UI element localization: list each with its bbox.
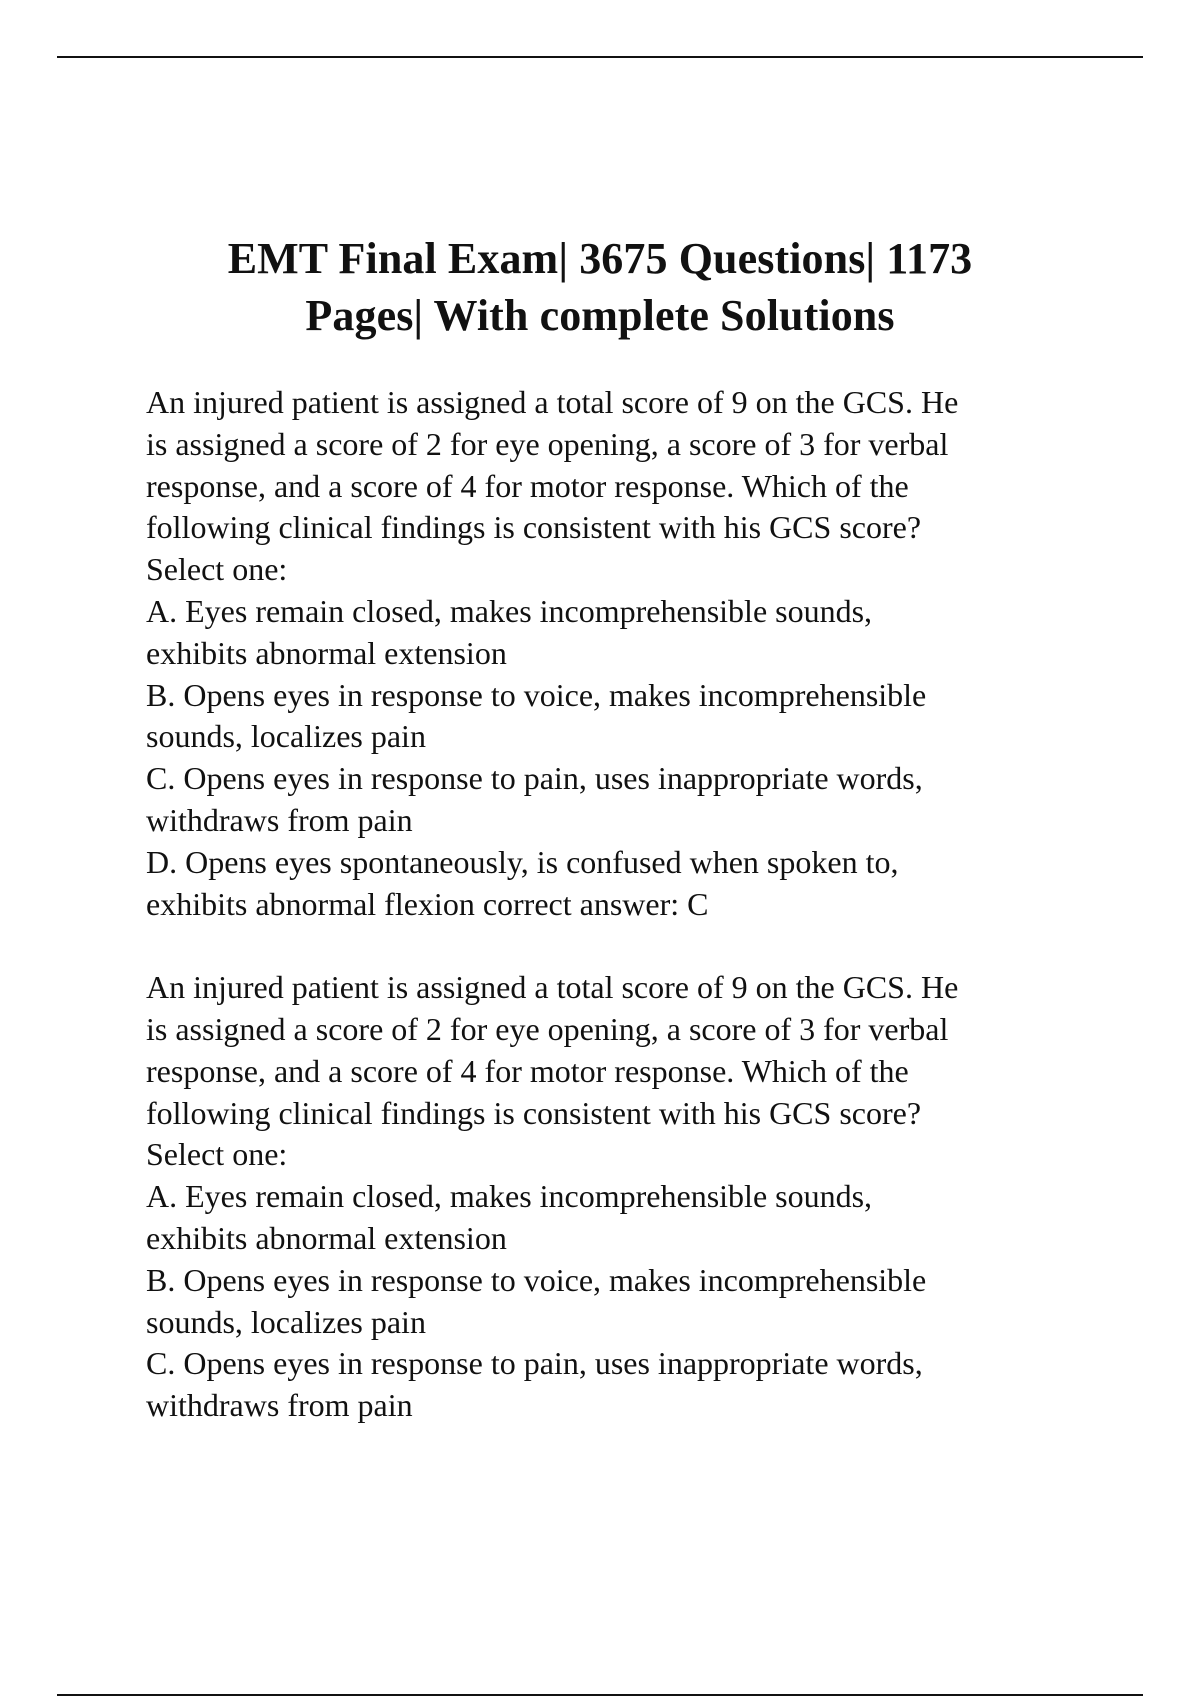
option-d-with-answer: exhibits abnormal flexion correct answer: C	[146, 885, 709, 922]
question-stem-line: following clinical findings is consistent with his GCS score?	[146, 509, 922, 546]
option-b-continued: sounds, localizes pain	[146, 1303, 426, 1340]
option-a-continued: exhibits abnormal extension	[146, 1219, 507, 1256]
question-list	[146, 382, 1086, 1469]
option-c: C. Opens eyes in response to pain, uses inappropriate words,	[146, 760, 923, 797]
option-c-continued: withdraws from pain	[146, 1387, 413, 1424]
option-a-continued: exhibits abnormal extension	[146, 634, 507, 671]
select-one-prompt: Select one:	[146, 1136, 288, 1173]
footer-rule	[57, 1694, 1143, 1696]
question-stem-line: following clinical findings is consistent with his GCS score?	[146, 1094, 922, 1131]
question-stem-line: response, and a score of 4 for motor response. Which of the	[146, 1052, 909, 1089]
option-b-continued: sounds, localizes pain	[146, 718, 426, 755]
question-block	[146, 967, 1086, 1427]
select-one-prompt: Select one:	[146, 551, 288, 588]
question-stem-line: is assigned a score of 2 for eye opening, a score of 3 for verbal	[146, 425, 949, 462]
question-stem-line: response, and a score of 4 for motor response. Which of the	[146, 467, 909, 504]
option-b: B. Opens eyes in response to voice, makes incomprehensible	[146, 676, 927, 713]
title-line: Pages| With complete Solutions	[305, 291, 895, 340]
title-line: EMT Final Exam| 3675 Questions| 1173	[227, 234, 973, 283]
question-block	[146, 382, 1086, 925]
header-rule	[57, 56, 1143, 58]
option-c-continued: withdraws from pain	[146, 801, 413, 838]
option-a: A. Eyes remain closed, makes incomprehensible sounds,	[146, 1178, 873, 1215]
page-title	[120, 230, 1080, 344]
question-stem-line: is assigned a score of 2 for eye opening, a score of 3 for verbal	[146, 1010, 949, 1047]
question-stem-line: An injured patient is assigned a total score of 9 on the GCS. He	[146, 969, 959, 1006]
option-a: A. Eyes remain closed, makes incomprehensible sounds,	[146, 592, 873, 629]
question-stem-line: An injured patient is assigned a total score of 9 on the GCS. He	[146, 384, 959, 420]
option-b: B. Opens eyes in response to voice, makes incomprehensible	[146, 1261, 927, 1298]
option-c: C. Opens eyes in response to pain, uses inappropriate words,	[146, 1345, 923, 1382]
option-d: D. Opens eyes spontaneously, is confused when spoken to,	[146, 843, 899, 880]
